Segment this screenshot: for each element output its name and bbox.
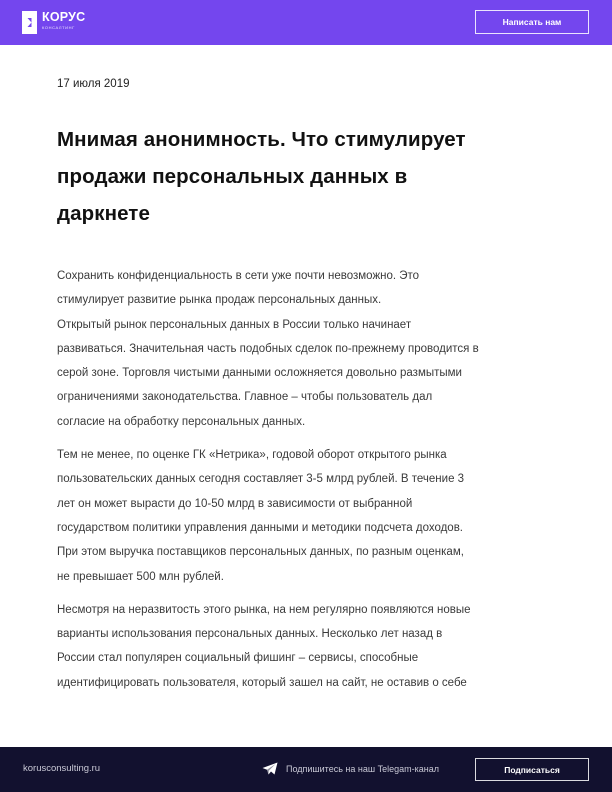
korus-logo-mark-icon — [22, 11, 37, 34]
bottom-footer — [0, 747, 612, 792]
text-line: согласие на обработку персональных данных. — [57, 415, 306, 428]
text-line: стимулирует развитие рынка продаж персональных данных. — [57, 294, 382, 307]
text-line: не превышает 500 млн рублей. — [57, 570, 224, 583]
text-line: серой зоне. Торговля чистыми данными осложняется довольно размытыми — [57, 367, 462, 380]
text-line: варианты использования персональных данных. Несколько лет назад в — [57, 628, 443, 641]
title-line: даркнете — [57, 202, 150, 225]
telegram-promo[interactable] — [262, 762, 439, 776]
article-paragraph — [57, 598, 562, 695]
text-line: ограничениями законодательства. Главное – чтобы пользователь дал — [57, 391, 433, 404]
telegram-text: Подпишитесь на наш Telegam-канал — [286, 764, 439, 774]
title-line: Мнимая анонимность. Что стимулирует — [57, 128, 466, 151]
site-link[interactable]: korusconsulting.ru — [23, 763, 101, 774]
logo-subtitle: КОНСАЛТИНГ — [42, 25, 75, 30]
logo-name: КОРУС — [42, 10, 86, 24]
text-line: идентифицировать пользователя, который зашел на сайт, не оставив о себе — [57, 676, 467, 689]
write-to-us-button[interactable]: Написать нам — [475, 10, 589, 34]
title-line: продажи персональных данных в — [57, 165, 408, 188]
article-paragraph — [57, 443, 562, 589]
article-title — [57, 121, 567, 232]
telegram-plane-icon — [262, 762, 278, 776]
top-header — [0, 0, 612, 45]
text-line: России стал популярен социальный фишинг – сервисы, способные — [57, 652, 419, 665]
text-line: пользовательских данных сегодня составляет 3-5 млрд рублей. В течение 3 — [57, 473, 465, 486]
text-line: Сохранить конфиденциальность в сети уже почти невозможно. Это — [57, 270, 420, 282]
korus-logo[interactable] — [22, 11, 85, 34]
text-line: развиваться. Значительная часть подобных сделок по-прежнему проводится в — [57, 342, 479, 355]
subscribe-button[interactable]: Подписаться — [475, 758, 589, 781]
article-date: 17 июля 2019 — [57, 78, 130, 90]
text-line: государством политики управления данными и методики подсчета доходов. — [57, 521, 464, 534]
text-line: лет он может вырасти до 10-50 млрд в зависимости от выбранной — [57, 497, 413, 510]
text-line: Несмотря на неразвитость этого рынка, на нем регулярно появляются новые — [57, 603, 471, 616]
text-line: При этом выручка поставщиков персональных данных, по разным оценкам, — [57, 546, 464, 559]
text-line: Открытый рынок персональных данных в России только начинает — [57, 318, 412, 331]
article-body — [57, 264, 562, 704]
text-line: Тем не менее, по оценке ГК «Нетрика», годовой оборот открытого рынка — [57, 449, 447, 462]
article-paragraph — [57, 264, 562, 434]
